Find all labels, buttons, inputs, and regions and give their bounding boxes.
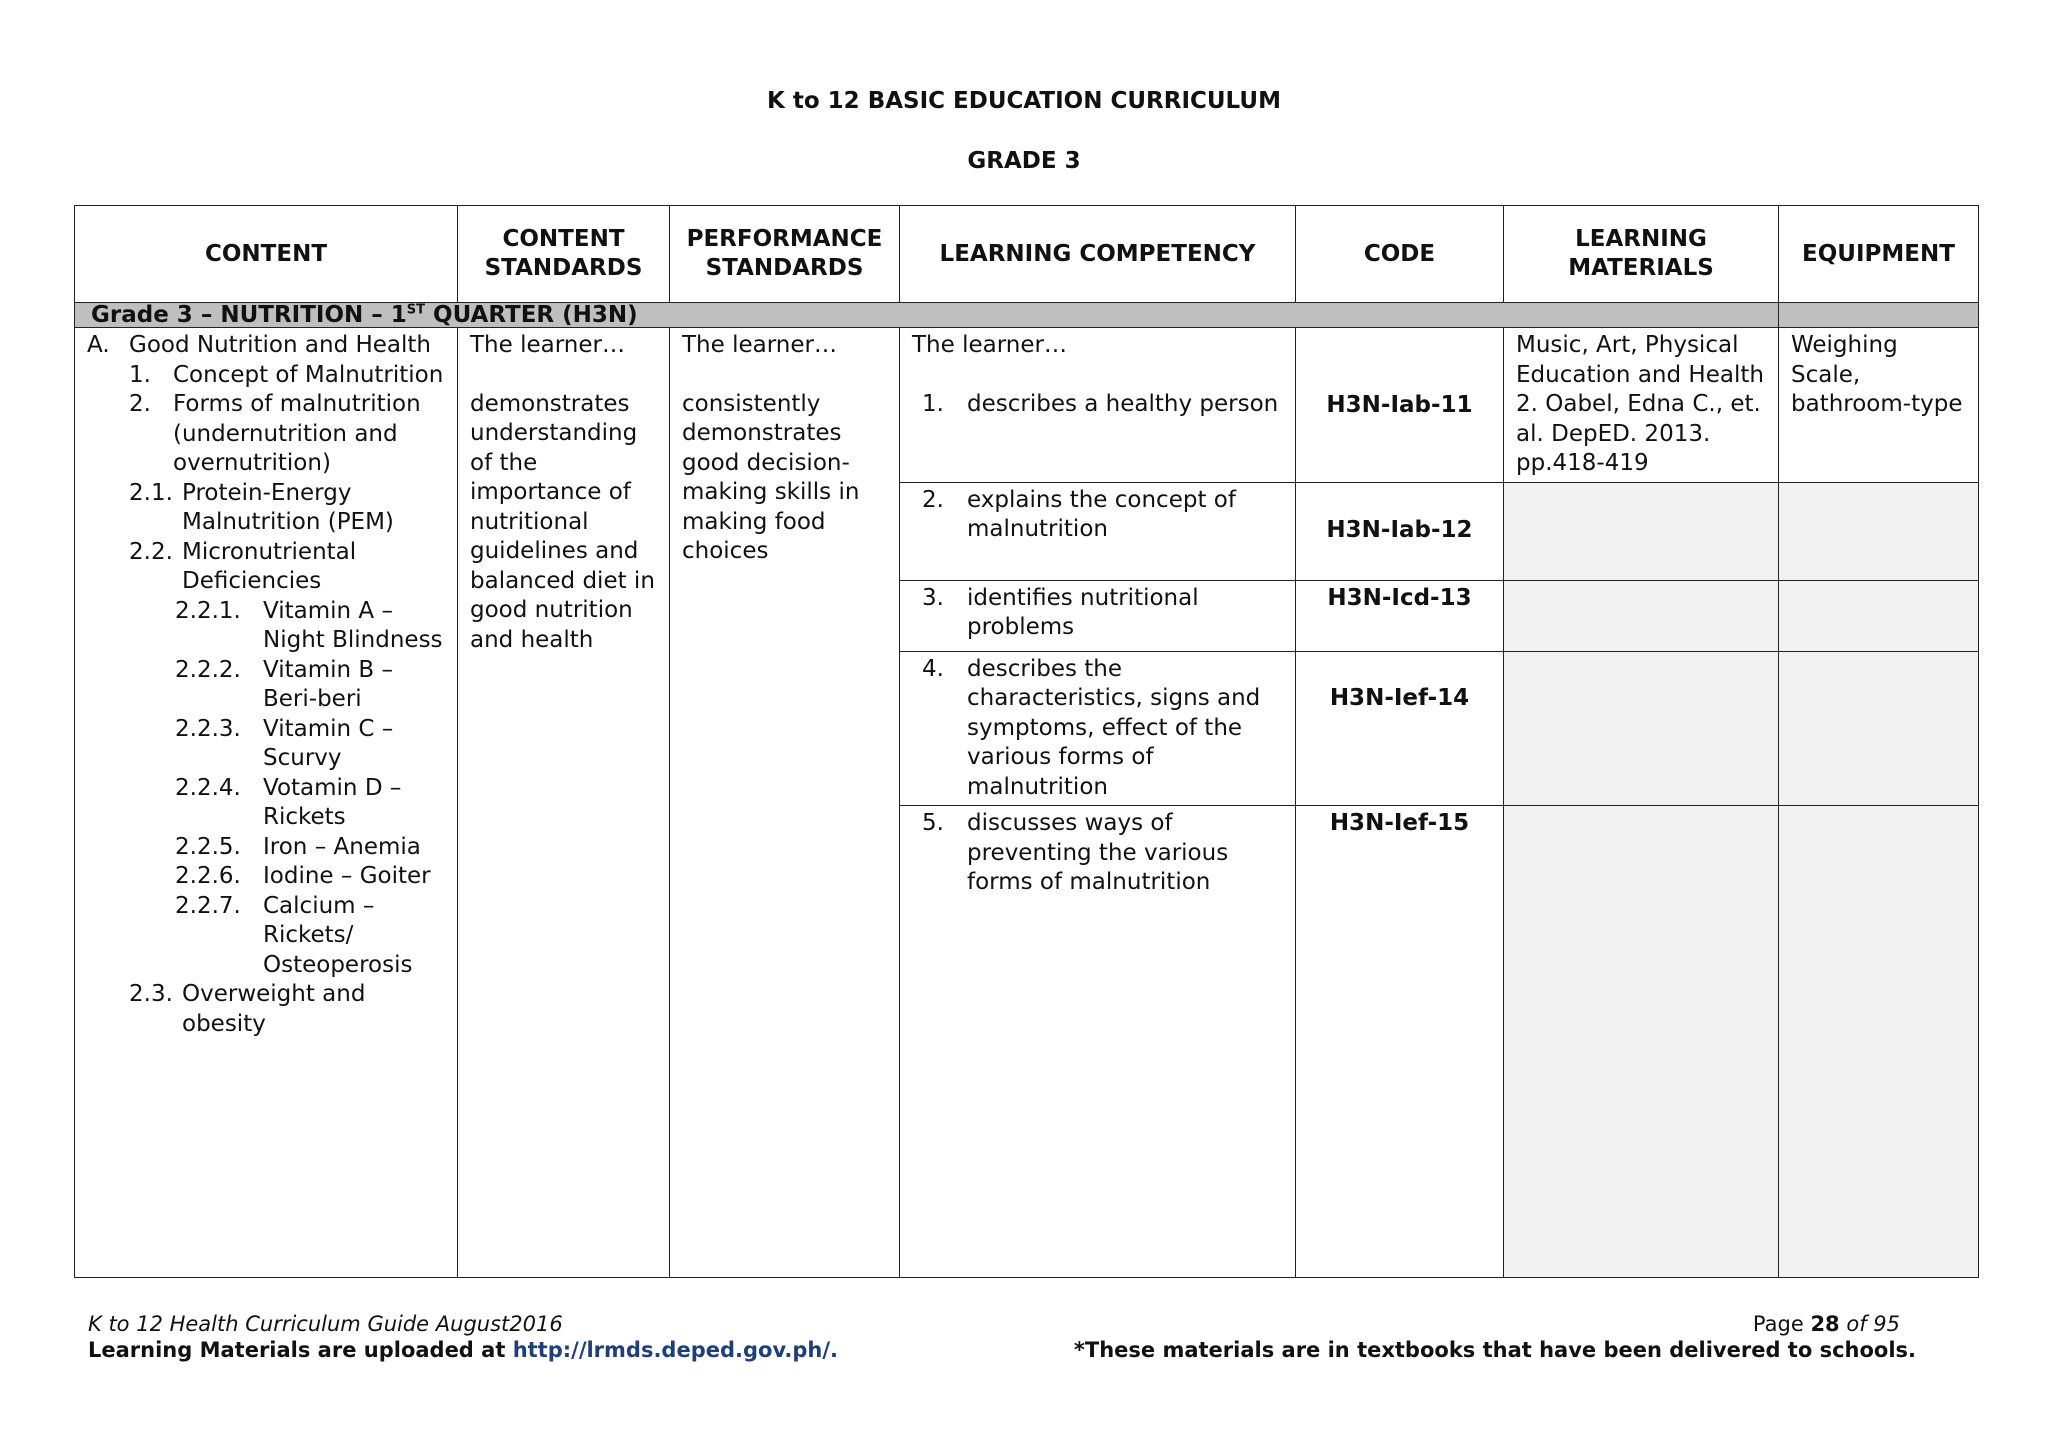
footer-textbook-note: *These materials are in textbooks that have been delivered to schools.: [1073, 1338, 1916, 1362]
list-item: 2. Forms of malnutrition (undernutrition and overnutrition): [129, 391, 421, 476]
code-cell: H3N-Iab-11: [1296, 328, 1504, 483]
content-outline: [87, 331, 445, 1039]
performance-standards-lead: The learner…: [682, 332, 837, 358]
list-item: 2.2.1. Vitamin A – Night Blindness: [175, 597, 443, 653]
equipment-cell: [1779, 580, 1979, 651]
footer-guide-title: K to 12 Health Curriculum Guide August2016: [88, 1312, 563, 1336]
content-standards-lead: The learner…: [470, 332, 625, 358]
list-item: 2.2.4. Votamin D – Rickets: [175, 774, 402, 830]
header-row: [75, 206, 1979, 303]
grade-heading: GRADE 3: [967, 148, 1081, 174]
learning-materials-cell: [1504, 651, 1779, 806]
content-standards-cell: [458, 328, 670, 1278]
learning-materials-cell: [1504, 580, 1779, 651]
header-content-standards: CONTENT STANDARDS: [458, 206, 670, 303]
competency-item: 3. identifies nutritional problems: [922, 584, 1199, 640]
list-item: 2.2. Micronutriental Deficiencies: [129, 538, 357, 594]
curriculum-table: [74, 205, 1979, 1278]
competency-lead: The learner…: [912, 332, 1067, 358]
competency-cell: [900, 580, 1296, 651]
header-code: CODE: [1296, 206, 1504, 303]
competency-item: 5. discusses ways of preventing the various forms of malnutrition: [922, 810, 1229, 895]
competency-item: 2. explains the concept of malnutrition: [922, 486, 1236, 542]
header-learning-materials: LEARNING MATERIALS: [1504, 206, 1779, 303]
code-cell: H3N-Iab-12: [1296, 482, 1504, 580]
list-item: 1. Concept of Malnutrition: [129, 361, 444, 388]
header-equipment: EQUIPMENT: [1779, 206, 1979, 303]
header-learning-competency: LEARNING COMPETENCY: [900, 206, 1296, 303]
competency-cell: [900, 482, 1296, 580]
competency-cell: [900, 328, 1296, 483]
equipment-cell: [1779, 482, 1979, 580]
list-item: 2.2.5. Iron – Anemia: [175, 833, 421, 860]
lrmds-link[interactable]: http://lrmds.deped.gov.ph/.: [512, 1338, 839, 1362]
code-cell: H3N-Icd-13: [1296, 580, 1504, 651]
equipment-cell: [1779, 651, 1979, 806]
section-band: [75, 303, 1979, 328]
code-cell: H3N-Ief-15: [1296, 806, 1504, 1278]
content-outline-cell: [75, 328, 458, 1278]
competency-cell: [900, 806, 1296, 1278]
content-standards-text: demonstrates understanding of the importance of nutritional guidelines and balanced diet in good nutrition and health: [470, 390, 655, 653]
page-number: Page 28 of 95: [1752, 1312, 1900, 1336]
performance-standards-text: consistently demonstrates good decision-making skills in making food choices: [682, 390, 860, 564]
list-item: 2.2.6. Iodine – Goiter: [175, 863, 431, 889]
competency-cell: [900, 651, 1296, 806]
list-item: 2.2.3. Vitamin C – Scurvy: [175, 715, 394, 771]
learning-materials-cell: [1504, 806, 1779, 1278]
list-item: 2.2.2. Vitamin B – Beri-beri: [175, 656, 394, 712]
section-band-end: [1779, 303, 1979, 328]
learning-materials-cell: Music, Art, Physical Education and Health 2. Oabel, Edna C., et. al. DepED. 2013. pp.418-419: [1504, 328, 1779, 483]
list-item: 2.3. Overweight and obesity: [129, 981, 366, 1037]
document-title: K to 12 BASIC EDUCATION CURRICULUM: [767, 88, 1281, 114]
header-content: CONTENT: [75, 206, 458, 303]
list-item: 2.1. Protein-Energy Malnutrition (PEM): [129, 479, 394, 535]
performance-standards-cell: [670, 328, 900, 1278]
header-performance-standards: PERFORMANCE STANDARDS: [670, 206, 900, 303]
equipment-cell: [1779, 806, 1979, 1278]
code-cell: H3N-Ief-14: [1296, 651, 1504, 806]
section-band-label: Grade 3 – NUTRITION – 1ST QUARTER (H3N): [75, 303, 1779, 328]
competency-item: 4. describes the characteristics, signs and symptoms, effect of the various forms of malnutrition: [922, 655, 1261, 800]
footer-upload-note: Learning Materials are uploaded at http://lrmds.deped.gov.ph/.: [88, 1338, 839, 1362]
table-row: [75, 328, 1979, 483]
competency-item: 1. describes a healthy person: [922, 390, 1279, 417]
list-item: A. Good Nutrition and Health: [87, 332, 431, 358]
equipment-cell: Weighing Scale, bathroom-type: [1779, 328, 1979, 483]
learning-materials-cell: [1504, 482, 1779, 580]
list-item: 2.2.7. Calcium – Rickets/ Osteoperosis: [175, 892, 413, 978]
